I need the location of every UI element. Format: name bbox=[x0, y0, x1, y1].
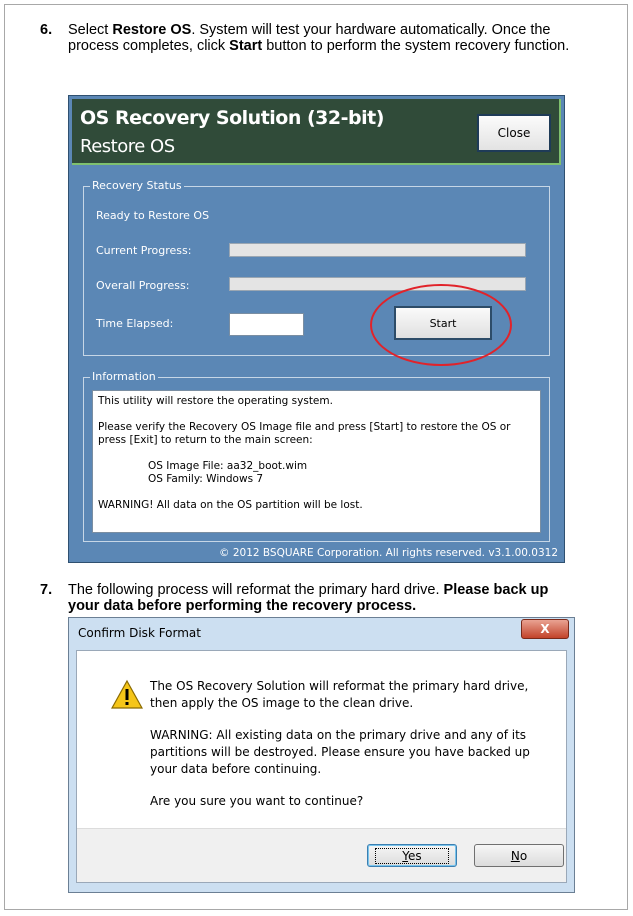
dialog-title: Confirm Disk Format bbox=[78, 626, 201, 640]
time-elapsed-field bbox=[229, 313, 304, 336]
info-warning: WARNING! All data on the OS partition will be lost. bbox=[98, 499, 363, 511]
current-progress-label: Current Progress: bbox=[96, 244, 192, 257]
dialog-message bbox=[150, 678, 545, 825]
step-6 bbox=[40, 22, 580, 78]
recovery-status-label: Recovery Status bbox=[92, 179, 182, 192]
warning-icon bbox=[111, 679, 143, 711]
window-subtitle: Restore OS bbox=[80, 136, 175, 157]
yes-button[interactable] bbox=[367, 844, 457, 867]
no-button[interactable] bbox=[474, 844, 564, 867]
info-os-family: OS Family: Windows 7 bbox=[148, 473, 264, 485]
information-textbox[interactable] bbox=[92, 390, 541, 533]
dialog-body bbox=[76, 650, 567, 883]
window-header bbox=[72, 99, 561, 165]
dialog-button-bar bbox=[77, 828, 566, 882]
yes-button-label: Yes bbox=[375, 848, 448, 864]
step-7 bbox=[40, 582, 580, 616]
os-recovery-window bbox=[68, 95, 565, 563]
no-button-label: No bbox=[510, 848, 528, 863]
overall-progress-label: Overall Progress: bbox=[96, 279, 190, 292]
dialog-para-3: Are you sure you want to continue? bbox=[150, 794, 364, 808]
step-6-text: Select Restore OS. System will test your hardware automatically. Once the process completes, click Start button to perform the system recovery function. bbox=[68, 22, 570, 54]
info-line-1: This utility will restore the operating system. bbox=[98, 395, 333, 407]
overall-progress-bar bbox=[229, 277, 526, 291]
confirm-disk-format-dialog bbox=[68, 617, 575, 893]
dialog-para-1: The OS Recovery Solution will reformat the primary hard drive, then apply the OS image to the clean drive. bbox=[150, 679, 529, 710]
information-label: Information bbox=[92, 370, 156, 383]
window-title: OS Recovery Solution (32-bit) bbox=[80, 107, 384, 129]
current-progress-bar bbox=[229, 243, 526, 257]
dialog-close-button[interactable] bbox=[521, 619, 569, 639]
dialog-para-2: WARNING: All existing data on the primary drive and any of its partitions will be destroyed. Please ensure you have backed up your data before continuing. bbox=[150, 728, 530, 776]
info-image-file: OS Image File: aa32_boot.wim bbox=[148, 460, 308, 472]
step-6-number: 6. bbox=[40, 22, 53, 38]
info-line-2: Please verify the Recovery OS Image file and press [Start] to restore the OS or press [Exit] to return to the main screen: bbox=[98, 421, 511, 446]
close-icon: X bbox=[540, 622, 550, 636]
step-7-text: The following process will reformat the primary hard drive. Please back up your data before performing the recovery process. bbox=[68, 582, 549, 614]
copyright-footer: © 2012 BSQUARE Corporation. All rights reserved. v3.1.00.0312 bbox=[219, 547, 558, 559]
start-button[interactable]: Start bbox=[394, 306, 492, 340]
information-group bbox=[83, 370, 550, 542]
recovery-status-group bbox=[83, 179, 550, 356]
time-elapsed-label: Time Elapsed: bbox=[96, 317, 174, 330]
status-text: Ready to Restore OS bbox=[96, 209, 210, 222]
close-button[interactable]: Close bbox=[477, 114, 551, 152]
step-7-number: 7. bbox=[40, 582, 53, 598]
